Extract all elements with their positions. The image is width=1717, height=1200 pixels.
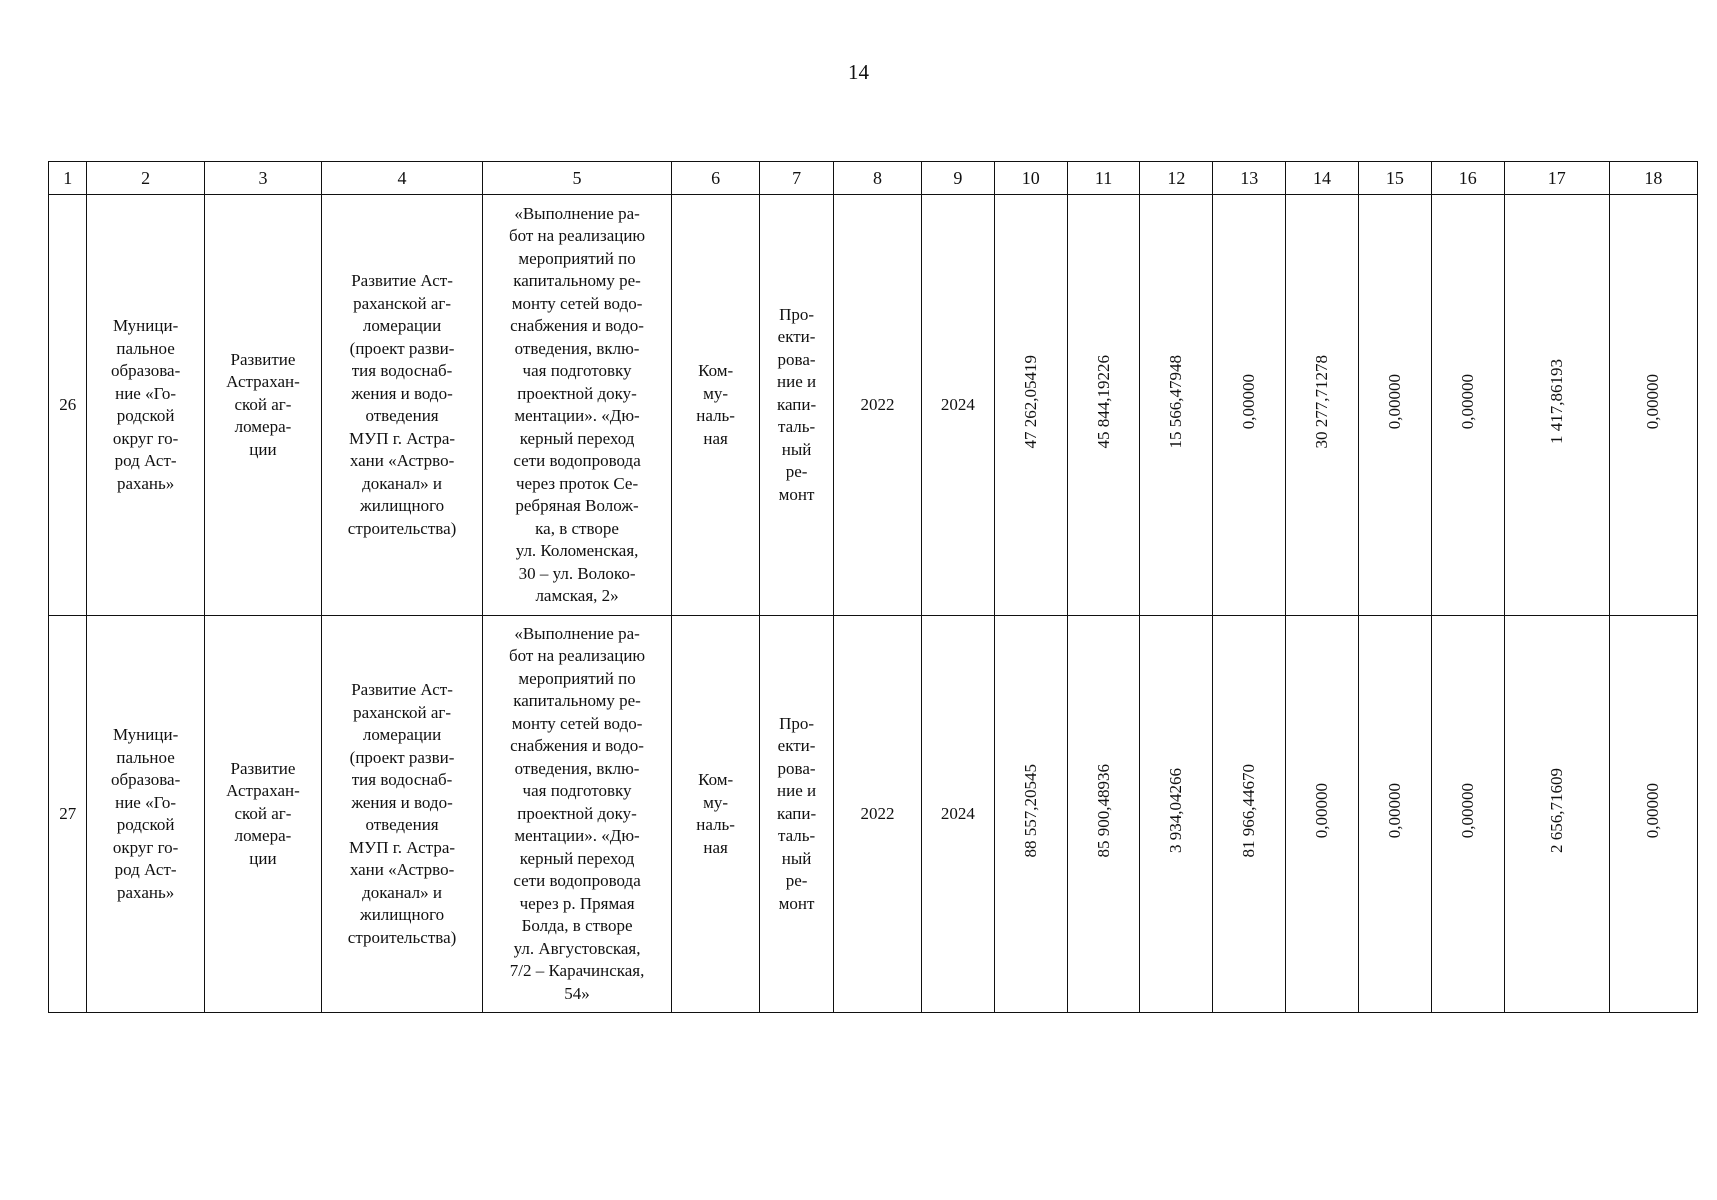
type-cell bbox=[672, 195, 760, 616]
amount-cell-12 bbox=[1140, 195, 1213, 616]
page-number: 14 bbox=[848, 60, 869, 84]
amount-cell-11 bbox=[1067, 195, 1140, 616]
amount-cell-18 bbox=[1609, 195, 1697, 616]
start-year-cell bbox=[833, 616, 921, 1013]
municipality-cell bbox=[87, 195, 204, 616]
start-year-cell bbox=[833, 195, 921, 616]
amount-cell-17 bbox=[1504, 616, 1609, 1013]
amount-value: 0,00000 bbox=[1643, 783, 1663, 839]
amount-cell-10 bbox=[994, 616, 1067, 1013]
amount-value: 0,00000 bbox=[1384, 783, 1404, 839]
amount-cell-15 bbox=[1358, 195, 1431, 616]
end-year-cell bbox=[921, 195, 994, 616]
amount-cell-11 bbox=[1067, 616, 1140, 1013]
row-number bbox=[49, 195, 87, 616]
table-row bbox=[49, 616, 1698, 1013]
amount-value: 88 557,20545 bbox=[1020, 764, 1040, 858]
municipality-text: Муници- пальное образова- ние «Го- родской округ го- род Аст- рахань» bbox=[110, 316, 181, 493]
project-text: Развитие Астрахан- ской аг- ломера- ции bbox=[226, 758, 300, 868]
amount-cell-14 bbox=[1286, 616, 1359, 1013]
amount-cell-17 bbox=[1504, 195, 1609, 616]
project-text: Развитие Астрахан- ской аг- ломера- ции bbox=[226, 349, 300, 459]
work-kind-text: Про- екти- рова- ние и капи- таль- ный ре- монт bbox=[776, 304, 817, 504]
end-year-text: 2024 bbox=[940, 803, 975, 823]
header-cell-7: 7 bbox=[760, 162, 834, 195]
work-kind-text: Про- екти- рова- ние и капи- таль- ный ре- монт bbox=[776, 713, 817, 913]
header-cell-2: 2 bbox=[87, 162, 204, 195]
type-cell bbox=[672, 616, 760, 1013]
header-cell-9: 9 bbox=[921, 162, 994, 195]
header-cell-3: 3 bbox=[204, 162, 321, 195]
row-number-text: 26 bbox=[59, 394, 77, 414]
row-number-text: 27 bbox=[59, 803, 77, 823]
amount-value: 0,00000 bbox=[1643, 374, 1663, 430]
amount-value: 47 262,05419 bbox=[1020, 355, 1040, 449]
amount-cell-15 bbox=[1358, 616, 1431, 1013]
amount-value: 3 934,04266 bbox=[1166, 768, 1186, 854]
work-kind-cell bbox=[760, 616, 834, 1013]
header-cell-10: 10 bbox=[994, 162, 1067, 195]
header-cell-17: 17 bbox=[1504, 162, 1609, 195]
header-cell-4: 4 bbox=[322, 162, 483, 195]
amount-value: 85 900,48936 bbox=[1093, 764, 1113, 858]
header-cell-11: 11 bbox=[1067, 162, 1140, 195]
header-cell-6: 6 bbox=[672, 162, 760, 195]
object-text: «Выполнение ра- бот на реализацию мероприятий по капитальному ре- монту сетей водо- снабжения и водо- отведения, вклю- чая подготовку проектной доку- ментации». «Дю- керный переход сети водопровода через р. Прямая Болда, в створе ул. Августовская, 7/2 – Карачинская, 54» bbox=[508, 623, 646, 1003]
amount-value: 0,00000 bbox=[1457, 374, 1477, 430]
subproject-cell bbox=[322, 195, 483, 616]
header-cell-13: 13 bbox=[1213, 162, 1286, 195]
amount-value: 0,00000 bbox=[1312, 783, 1332, 839]
subproject-text: Развитие Аст- раханской аг- ломерации (проект разви- тия водоснаб- жения и водо- отведения МУП г. Астра- хани «Астрво- доканал» и жилищного строительства) bbox=[347, 680, 457, 947]
header-cell-16: 16 bbox=[1431, 162, 1504, 195]
header-cell-5: 5 bbox=[482, 162, 671, 195]
subproject-text: Развитие Аст- раханской аг- ломерации (проект разви- тия водоснаб- жения и водо- отведения МУП г. Астра- хани «Астрво- доканал» и жилищного строительства) bbox=[347, 271, 457, 538]
object-text: «Выполнение ра- бот на реализацию мероприятий по капитальному ре- монту сетей водо- снабжения и водо- отведения, вклю- чая подготовку проектной доку- ментации». «Дю- керный переход сети водопровода через проток Се- ребряная Волож- ка, в створе ул. Коломенская, 30 – ул. Волоко- ламская, 2» bbox=[508, 203, 646, 605]
type-text: Ком- му- наль- ная bbox=[696, 361, 735, 448]
amount-cell-14 bbox=[1286, 195, 1359, 616]
amount-cell-12 bbox=[1140, 616, 1213, 1013]
amount-cell-16 bbox=[1431, 616, 1504, 1013]
amount-cell-10 bbox=[994, 195, 1067, 616]
header-cell-18: 18 bbox=[1609, 162, 1697, 195]
header-cell-1: 1 bbox=[49, 162, 87, 195]
amount-value: 1 417,86193 bbox=[1546, 359, 1566, 445]
project-cell bbox=[204, 616, 321, 1013]
end-year-cell bbox=[921, 616, 994, 1013]
header-cell-15: 15 bbox=[1358, 162, 1431, 195]
start-year-text: 2022 bbox=[860, 394, 895, 414]
subproject-cell bbox=[322, 616, 483, 1013]
amount-value: 0,00000 bbox=[1239, 374, 1259, 430]
amount-cell-13 bbox=[1213, 195, 1286, 616]
header-cell-8: 8 bbox=[833, 162, 921, 195]
header-row bbox=[49, 162, 1698, 195]
amount-value: 0,00000 bbox=[1384, 374, 1404, 430]
amount-value: 15 566,47948 bbox=[1166, 355, 1186, 449]
work-kind-cell bbox=[760, 195, 834, 616]
header-cell-12: 12 bbox=[1140, 162, 1213, 195]
amount-value: 45 844,19226 bbox=[1093, 355, 1113, 449]
object-cell bbox=[482, 195, 671, 616]
header-cell-14: 14 bbox=[1286, 162, 1359, 195]
municipality-cell bbox=[87, 616, 204, 1013]
start-year-text: 2022 bbox=[860, 803, 895, 823]
amount-value: 30 277,71278 bbox=[1312, 355, 1332, 449]
amount-value: 2 656,71609 bbox=[1546, 768, 1566, 854]
amount-cell-13 bbox=[1213, 616, 1286, 1013]
table-row bbox=[49, 195, 1698, 616]
municipality-text: Муници- пальное образова- ние «Го- родской округ го- род Аст- рахань» bbox=[110, 725, 181, 902]
end-year-text: 2024 bbox=[940, 394, 975, 414]
amount-value: 81 966,44670 bbox=[1239, 764, 1259, 858]
amount-value: 0,00000 bbox=[1457, 783, 1477, 839]
row-number bbox=[49, 616, 87, 1013]
amount-cell-16 bbox=[1431, 195, 1504, 616]
data-table bbox=[48, 161, 1698, 1013]
type-text: Ком- му- наль- ная bbox=[696, 770, 735, 857]
amount-cell-18 bbox=[1609, 616, 1697, 1013]
object-cell bbox=[482, 616, 671, 1013]
project-cell bbox=[204, 195, 321, 616]
